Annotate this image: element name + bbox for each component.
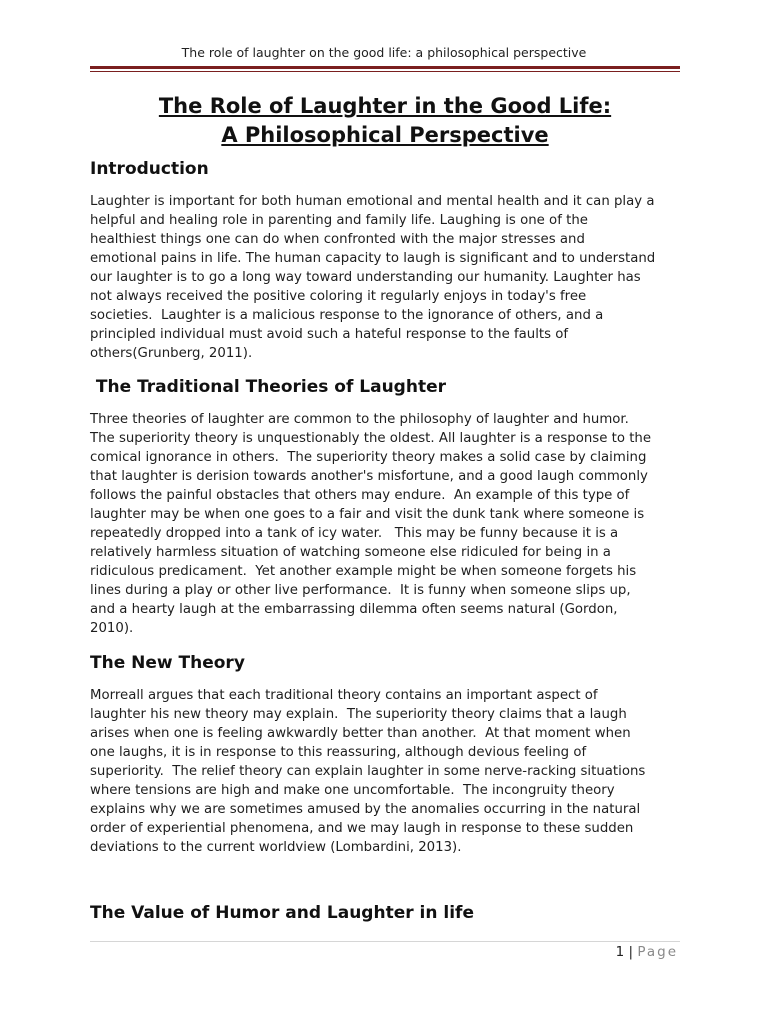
document-title-line-1: The Role of Laughter in the Good Life: (158, 94, 612, 118)
paragraph-line: follows the painful obstacles that others may endure. An example of this type of (90, 488, 630, 503)
paragraph-line: repeatedly dropped into a tank of icy water. This may be funny because it is a (90, 526, 619, 541)
heading-traditional-theories: The Traditional Theories of Laughter (90, 377, 446, 397)
paragraph-line: others(Grunberg, 2011). (90, 346, 253, 361)
paragraph-line: societies. Laughter is a malicious response to the ignorance of others, and a (90, 308, 604, 323)
paragraph-line: explains why we are sometimes amused by the anomalies occurring in the natural (90, 802, 641, 817)
paragraph-line: healthiest things one can do when confronted with the major stresses and (90, 232, 585, 247)
paragraph-line: emotional pains in life. The human capacity to laugh is significant and to understand (90, 251, 656, 266)
heading-new-theory: The New Theory (90, 653, 245, 673)
paragraph-introduction (90, 192, 690, 363)
heading-value-of-humor: The Value of Humor and Laughter in life (90, 903, 474, 923)
paragraph-line: order of experiential phenomena, and we may laugh in response to these sudden (90, 821, 634, 836)
paragraph-line: not always received the positive coloring it regularly enjoys in today's free (90, 289, 587, 304)
paragraph-line: Morreall argues that each traditional theory contains an important aspect of (90, 688, 598, 703)
page-word: Page (637, 944, 678, 960)
page-number: 1 (615, 944, 625, 960)
paragraph-line: laughter may be when one goes to a fair and visit the dunk tank where someone is (90, 507, 645, 522)
paragraph-line: comical ignorance in others. The superiority theory makes a solid case by claiming (90, 450, 647, 465)
heading-introduction: Introduction (90, 159, 209, 179)
header-rule-thick (90, 66, 680, 69)
paragraph-line: 2010). (90, 621, 134, 636)
paragraph-line: Three theories of laughter are common to the philosophy of laughter and humor. (90, 412, 629, 427)
running-header: The role of laughter on the good life: a philosophical perspective (181, 45, 587, 60)
paragraph-line: superiority. The relief theory can explain laughter in some nerve-racking situations (90, 764, 646, 779)
paragraph-line: one laughs, it is in response to this reassuring, although devious feeling of (90, 745, 587, 760)
paragraph-line: principled individual must avoid such a hateful response to the faults of (90, 327, 569, 342)
page-separator: | (624, 944, 638, 960)
page-footer (616, 944, 678, 960)
paragraph-line: that laughter is derision towards another's misfortune, and a good laugh commonly (90, 469, 648, 484)
paragraph-line: The superiority theory is unquestionably the oldest. All laughter is a response to the (90, 431, 652, 446)
paragraph-line: laughter his new theory may explain. The superiority theory claims that a laugh (90, 707, 627, 722)
paragraph-line: deviations to the current worldview (Lombardini, 2013). (90, 840, 462, 855)
paragraph-traditional-theories (90, 410, 690, 638)
paragraph-new-theory (90, 686, 690, 857)
paragraph-line: helpful and healing role in parenting and family life. Laughing is one of the (90, 213, 588, 228)
paragraph-line: our laughter is to go a long way toward understanding our humanity. Laughter has (90, 270, 641, 285)
header-rule-thin (90, 71, 680, 72)
paragraph-line: relatively harmless situation of watching someone else ridiculed for being in a (90, 545, 611, 560)
paragraph-line: lines during a play or other live performance. It is funny when someone slips up, (90, 583, 631, 598)
document-title (90, 92, 680, 150)
document-title-line-2: A Philosophical Perspective (221, 123, 549, 147)
paragraph-line: arises when one is feeling awkwardly better than another. At that moment when (90, 726, 631, 741)
paragraph-line: Laughter is important for both human emotional and mental health and it can play a (90, 194, 655, 209)
footer-rule (90, 941, 680, 942)
paragraph-line: ridiculous predicament. Yet another example might be when someone forgets his (90, 564, 637, 579)
paragraph-line: where tensions are high and make one uncomfortable. The incongruity theory (90, 783, 615, 798)
paragraph-line: and a hearty laugh at the embarrassing dilemma often seems natural (Gordon, (90, 602, 618, 617)
